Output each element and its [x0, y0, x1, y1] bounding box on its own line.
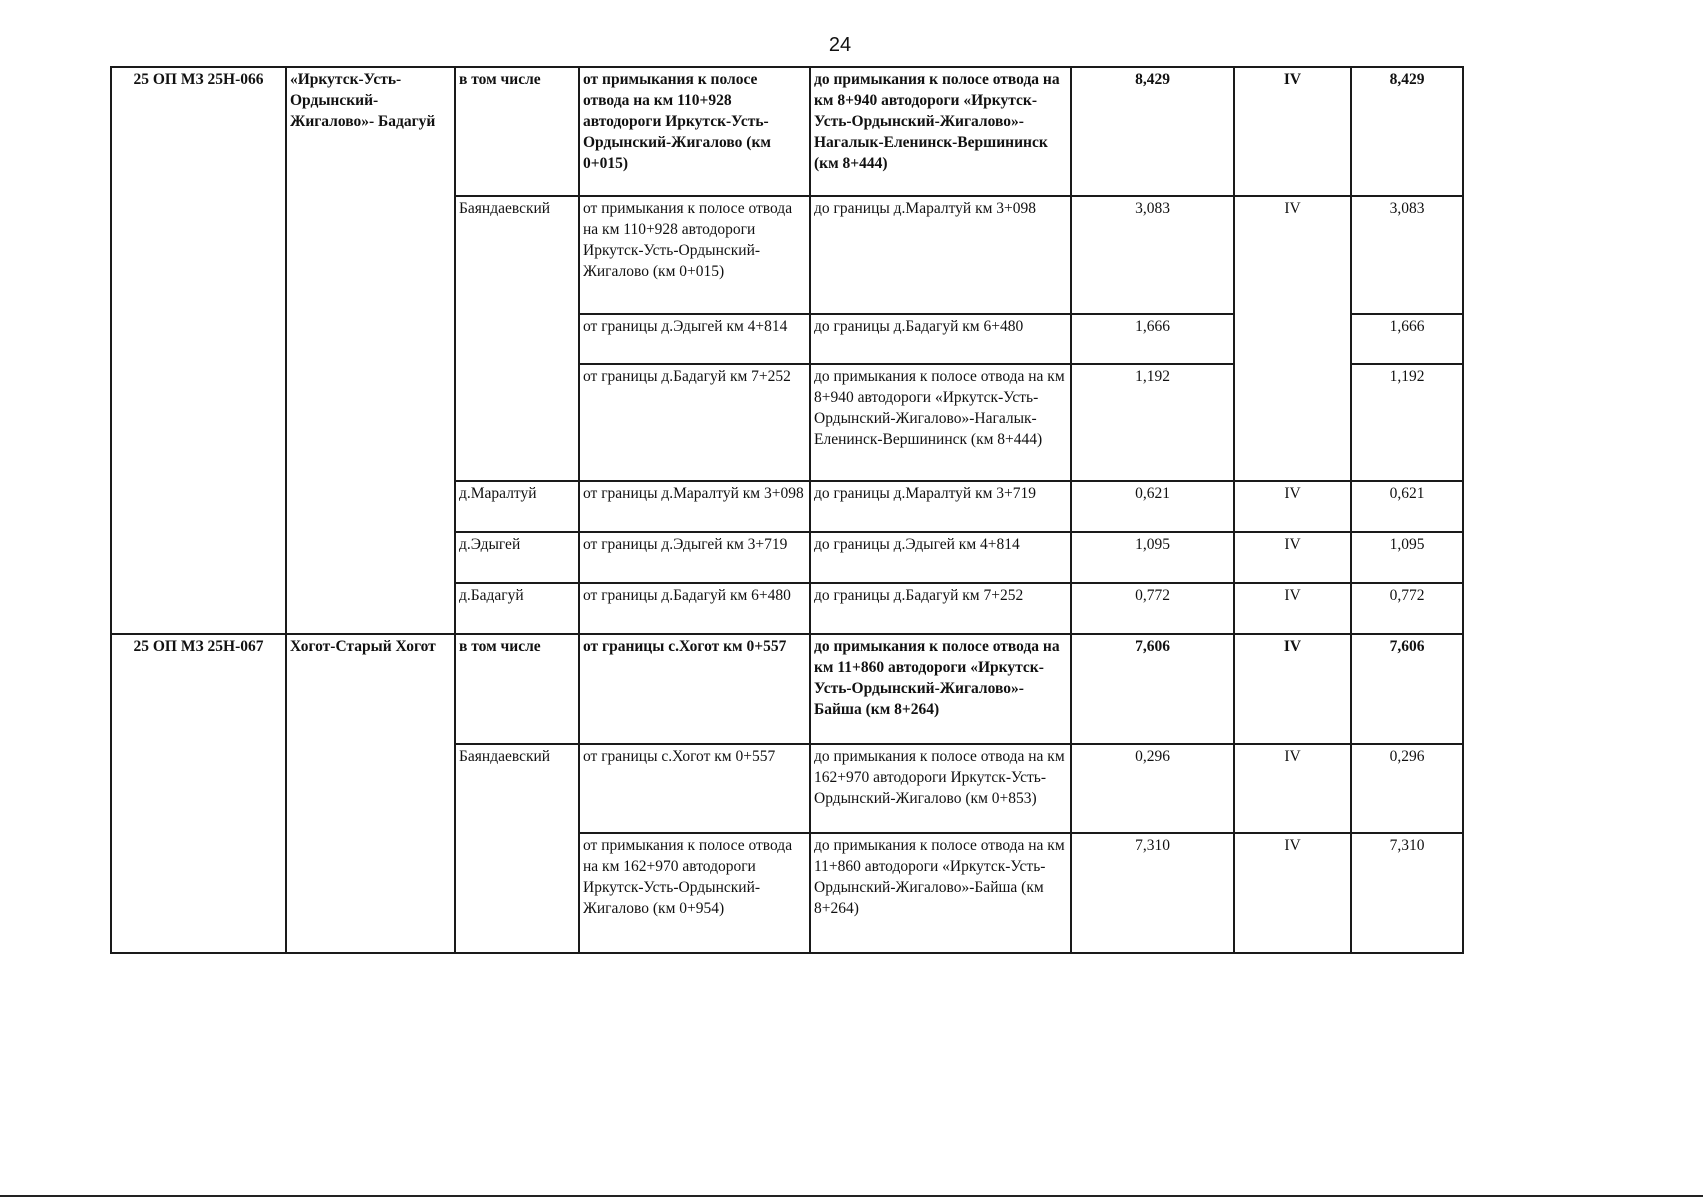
- segment-from: от примыкания к полосе отвода на км 162+970 автодороги Иркутск-Усть-Ордынский-Жигалово (км 0+954): [579, 833, 810, 953]
- segment-length: 1,666: [1071, 314, 1234, 364]
- municipality-cell: в том числе: [455, 634, 579, 744]
- segment-to: до границы д.Бадагуй км 7+252: [810, 583, 1071, 634]
- segment-length-total: 8,429: [1351, 67, 1463, 196]
- segment-from: от примыкания к полосе отвода на км 110+928 автодороги Иркутск-Усть-Ордынский-Жигалово (км 0+015): [579, 67, 810, 196]
- segment-from: от границы д.Бадагуй км 6+480: [579, 583, 810, 634]
- road-category: IV: [1234, 744, 1351, 833]
- segment-to: до примыкания к полосе отвода на км 8+940 автодороги «Иркутск-Усть-Ордынский-Жигалово»-Нагалык-Еленинск-Вершининск (км 8+444): [810, 364, 1071, 481]
- road-code: 25 ОП МЗ 25Н-067: [111, 634, 286, 953]
- municipality-cell: д.Эдыгей: [455, 532, 579, 583]
- segment-length-total: 7,310: [1351, 833, 1463, 953]
- segment-length-total: 1,666: [1351, 314, 1463, 364]
- segment-from: от границы с.Хогот км 0+557: [579, 744, 810, 833]
- segment-length-total: 3,083: [1351, 196, 1463, 314]
- segment-length: 3,083: [1071, 196, 1234, 314]
- road-code: 25 ОП МЗ 25Н-066: [111, 67, 286, 634]
- segment-length-total: 1,192: [1351, 364, 1463, 481]
- road-category: IV: [1234, 196, 1351, 481]
- segment-length-total: 0,772: [1351, 583, 1463, 634]
- municipality-cell: в том числе: [455, 67, 579, 196]
- segment-length: 8,429: [1071, 67, 1234, 196]
- road-category: IV: [1234, 67, 1351, 196]
- segment-to: до примыкания к полосе отвода на км 11+860 автодороги «Иркутск-Усть-Ордынский-Жигалово»-Байша (км 8+264): [810, 634, 1071, 744]
- segment-length: 1,095: [1071, 532, 1234, 583]
- table-row: [111, 67, 1463, 196]
- road-name: Хогот-Старый Хогот: [286, 634, 455, 953]
- road-category: IV: [1234, 532, 1351, 583]
- segment-to: до примыкания к полосе отвода на км 8+940 автодороги «Иркутск-Усть-Ордынский-Жигалово»-Нагалык-Еленинск-Вершининск (км 8+444): [810, 67, 1071, 196]
- segment-from: от границы д.Эдыгей км 4+814: [579, 314, 810, 364]
- scan-frame-line: [0, 1195, 1703, 1197]
- segment-length-total: 0,621: [1351, 481, 1463, 532]
- road-name: «Иркутск-Усть-Ордынский-Жигалово»- Бадагуй: [286, 67, 455, 634]
- page-number: 24: [828, 34, 852, 56]
- segment-to: до примыкания к полосе отвода на км 162+970 автодороги Иркутск-Усть-Ордынский-Жигалово (км 0+853): [810, 744, 1071, 833]
- municipality-cell: Баяндаевский: [455, 196, 579, 481]
- segment-from: от границы д.Маралтуй км 3+098: [579, 481, 810, 532]
- road-category: IV: [1234, 833, 1351, 953]
- road-category: IV: [1234, 481, 1351, 532]
- segment-length: 7,606: [1071, 634, 1234, 744]
- segment-to: до границы д.Маралтуй км 3+098: [810, 196, 1071, 314]
- road-category: IV: [1234, 634, 1351, 744]
- segment-to: до границы д.Бадагуй км 6+480: [810, 314, 1071, 364]
- segment-length: 0,621: [1071, 481, 1234, 532]
- segment-from: от границы д.Эдыгей км 3+719: [579, 532, 810, 583]
- segment-to: до примыкания к полосе отвода на км 11+860 автодороги «Иркутск-Усть-Ордынский-Жигалово»-Байша (км 8+264): [810, 833, 1071, 953]
- segment-from: от границы с.Хогот км 0+557: [579, 634, 810, 744]
- segment-to: до границы д.Эдыгей км 4+814: [810, 532, 1071, 583]
- roads-table: [110, 66, 1464, 954]
- segment-length: 1,192: [1071, 364, 1234, 481]
- municipality-cell: д.Маралтуй: [455, 481, 579, 532]
- segment-from: от примыкания к полосе отвода на км 110+928 автодороги Иркутск-Усть-Ордынский-Жигалово (км 0+015): [579, 196, 810, 314]
- road-category: IV: [1234, 583, 1351, 634]
- segment-to: до границы д.Маралтуй км 3+719: [810, 481, 1071, 532]
- table-row: [111, 634, 1463, 744]
- segment-length-total: 1,095: [1351, 532, 1463, 583]
- municipality-cell: д.Бадагуй: [455, 583, 579, 634]
- segment-length-total: 7,606: [1351, 634, 1463, 744]
- segment-length: 7,310: [1071, 833, 1234, 953]
- segment-length: 0,772: [1071, 583, 1234, 634]
- segment-length: 0,296: [1071, 744, 1234, 833]
- segment-length-total: 0,296: [1351, 744, 1463, 833]
- segment-from: от границы д.Бадагуй км 7+252: [579, 364, 810, 481]
- municipality-cell: Баяндаевский: [455, 744, 579, 953]
